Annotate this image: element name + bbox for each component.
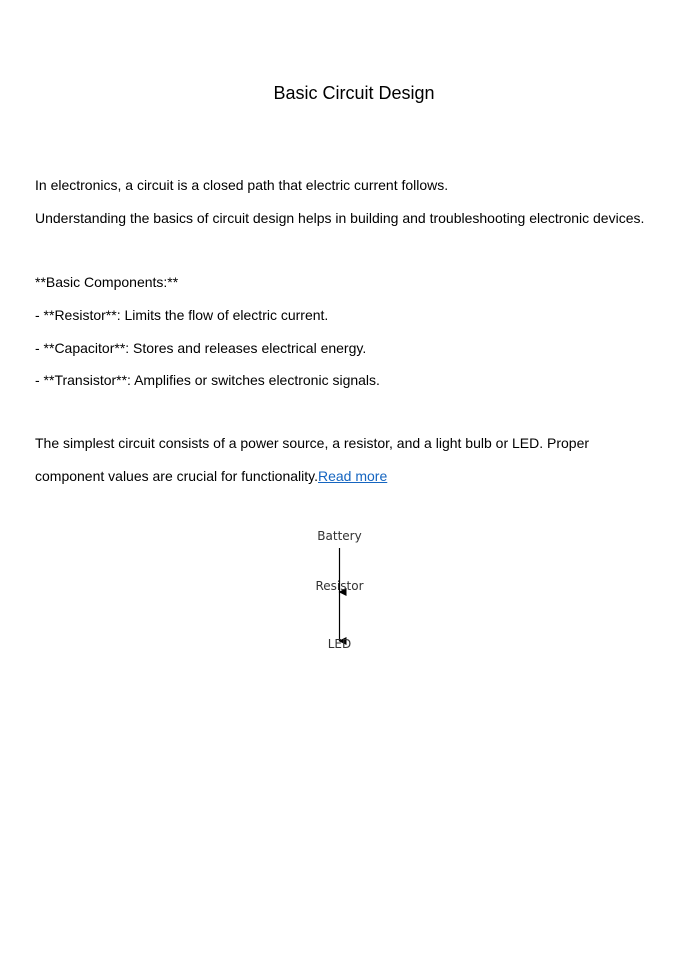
circuit-diagram	[300, 520, 380, 660]
read-more-link[interactable]: Read more	[318, 468, 388, 484]
closing-line-1: The simplest circuit consists of a power source, a resistor, and a light bulb or LED. Proper	[35, 435, 590, 451]
node-led: LED	[327, 637, 352, 651]
closing-line-2	[35, 467, 387, 485]
intro-line-1: In electronics, a circuit is a closed path that electric current follows.	[35, 177, 449, 193]
intro-line-2: Understanding the basics of circuit design helps in building and troubleshooting electronic devices.	[35, 210, 645, 226]
components-heading: **Basic Components:**	[35, 274, 179, 290]
node-battery: Battery	[317, 529, 362, 543]
node-resistor: Resistor	[315, 579, 364, 593]
component-transistor: - **Transistor**: Amplifies or switches electronic signals.	[35, 372, 380, 388]
component-capacitor: - **Capacitor**: Stores and releases electrical energy.	[35, 340, 367, 356]
closing-line-2-text: component values are crucial for functionality.	[35, 468, 318, 484]
page-title: Basic Circuit Design	[273, 83, 435, 103]
component-resistor: - **Resistor**: Limits the flow of electric current.	[35, 307, 329, 323]
